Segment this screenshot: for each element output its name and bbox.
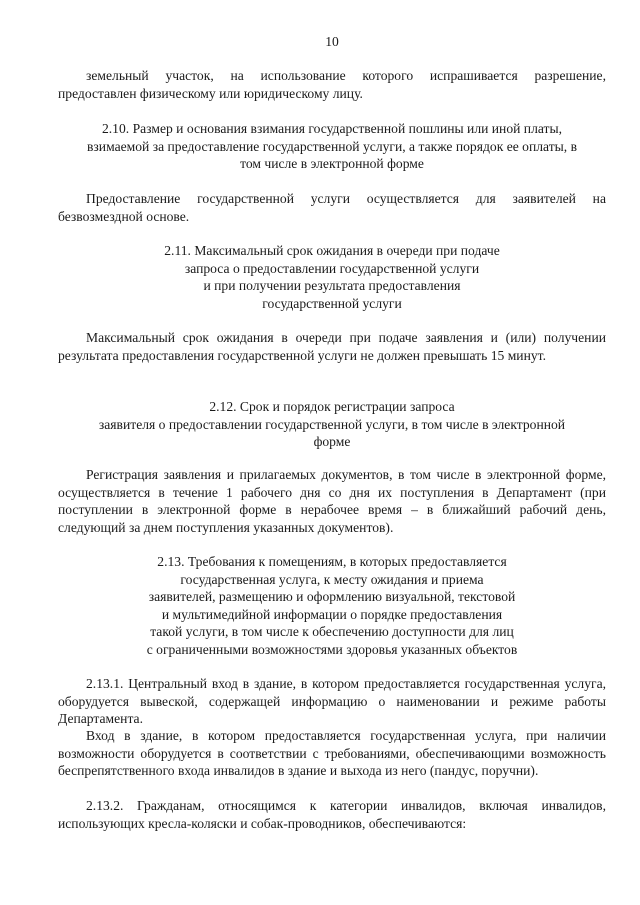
heading-line: 2.10. Размер и основания взимания государственной пошлины или иной платы, bbox=[101, 121, 563, 136]
paragraph-registration: Регистрация заявления и прилагаемых документов, в том числе в электронной форме, осуществляется в течение 1 рабочего дня со дня их поступления в Департамент (при поступлении в электронной форме в нерабочее время – в ближайший рабочий день, следующий за днем поступления указанных документов). bbox=[58, 467, 606, 535]
heading-2-13 bbox=[58, 553, 606, 658]
heading-line: и мультимедийной информации о порядке предоставления bbox=[161, 606, 503, 622]
heading-line: запроса о предоставлении государственной услуги bbox=[184, 260, 480, 276]
heading-line: и при получении результата предоставления bbox=[203, 278, 461, 293]
paragraph-entrance: Вход в здание, в котором предоставляется государственная услуга, при наличии возможности оборудуется в соответствии с требованиями, обеспечивающими возможность беспрепятственного входа инвалидов в здание и выхода из него (пандус, поручни). bbox=[58, 728, 606, 778]
heading-line: том числе в электронной форме bbox=[240, 156, 424, 171]
paragraph-max-wait: Максимальный срок ожидания в очереди при подаче заявления и (или) получении результата предоставления государственной услуги не должен превышать 15 минут. bbox=[58, 330, 606, 363]
heading-line: такой услуги, в том числе к обеспечению доступности для лиц bbox=[150, 624, 514, 639]
heading-line: государственная услуга, к месту ожидания и приема bbox=[180, 571, 484, 587]
heading-line: 2.13. Требования к помещениям, в которых предоставляется bbox=[157, 554, 507, 569]
paragraph-2-13-2: 2.13.2. Гражданам, относящимся к категории инвалидов, включая инвалидов, использующих кресла-коляски и собак-проводников, обеспечиваются: bbox=[58, 798, 606, 831]
page-number: 10 bbox=[325, 34, 339, 49]
heading-line: взимаемой за предоставление государственной услуги, а также порядок ее оплаты, в bbox=[87, 138, 577, 154]
heading-2-12 bbox=[58, 398, 606, 451]
paragraph-free-of-charge: Предоставление государственной услуги осуществляется для заявителей на безвозмездной основе. bbox=[58, 191, 606, 224]
heading-line: заявителя о предоставлении государственной услуги, в том числе в электронной bbox=[98, 416, 566, 432]
heading-line: 2.11. Максимальный срок ожидания в очереди при подаче bbox=[164, 243, 500, 258]
heading-2-11 bbox=[58, 242, 606, 312]
heading-2-10 bbox=[58, 120, 606, 173]
paragraph-land-plot: земельный участок, на использование которого испрашивается разрешение, предоставлен физическому или юридическому лицу. bbox=[58, 68, 606, 101]
heading-line: государственной услуги bbox=[262, 295, 402, 311]
paragraph-2-13-1: 2.13.1. Центральный вход в здание, в котором предоставляется государственная услуга, оборудуется вывеской, содержащей информацию о наименовании и режиме работы Департамента. bbox=[58, 676, 606, 726]
heading-line: с ограниченными возможностями здоровья указанных объектов bbox=[146, 641, 518, 657]
heading-line: заявителей, размещению и оформлению визуальной, текстовой bbox=[148, 589, 516, 604]
heading-line: форме bbox=[313, 434, 351, 449]
heading-line: 2.12. Срок и порядок регистрации запроса bbox=[209, 399, 455, 414]
